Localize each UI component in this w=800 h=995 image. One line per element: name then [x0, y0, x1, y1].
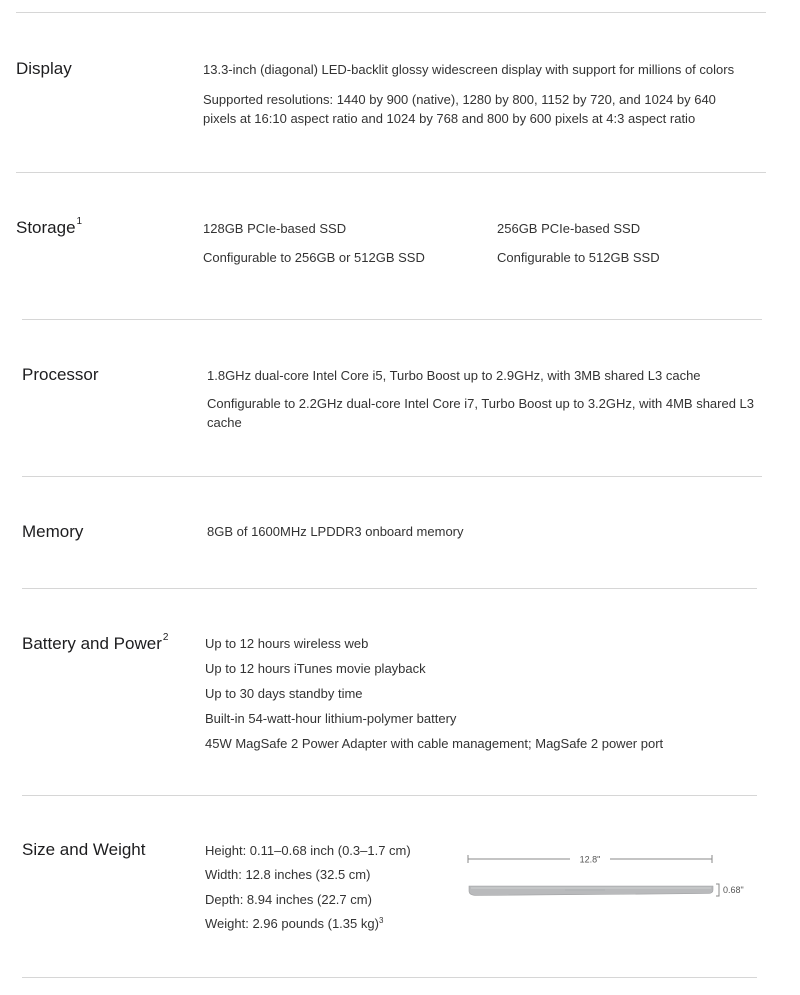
- spec-line: Height: 0.11–0.68 inch (0.3–1.7 cm): [205, 843, 411, 858]
- divider: [16, 12, 766, 13]
- spec-line: pixels at 16:10 aspect ratio and 1024 by 768 and 800 by 600 pixels at 4:3 aspect ratio: [203, 111, 696, 126]
- section-title-text: Storage: [16, 218, 76, 237]
- spec-line: Up to 12 hours iTunes movie playback: [205, 661, 426, 676]
- spec-line: Configurable to 2.2GHz dual-core Intel Core i7, Turbo Boost up to 3.2GHz, with 4MB shared L3: [207, 396, 755, 411]
- section-title-text: Battery and Power: [22, 634, 162, 653]
- spec-line: 256GB PCIe-based SSD: [497, 221, 641, 236]
- section-title-display: [16, 59, 72, 79]
- spec-line-text: Weight: 2.96 pounds (1.35 kg): [205, 916, 379, 931]
- divider: [22, 319, 762, 320]
- spec-line: Up to 12 hours wireless web: [205, 636, 369, 651]
- footnote-marker: 3: [378, 916, 384, 925]
- spec-line: Configurable to 512GB SSD: [497, 250, 660, 265]
- footnote-marker: 1: [76, 216, 83, 227]
- section-title-storage: [16, 218, 82, 238]
- spec-line: 8GB of 1600MHz LPDDR3 onboard memory: [207, 524, 464, 539]
- divider: [22, 795, 757, 796]
- laptop-side-view-diagram: [465, 850, 765, 910]
- divider: [16, 172, 766, 173]
- spec-line-weight: [205, 914, 383, 934]
- section-title-text: Processor: [22, 365, 99, 384]
- laptop-dimension-figure: [465, 850, 765, 910]
- spec-line: Configurable to 256GB or 512GB SSD: [203, 250, 425, 265]
- section-title-text: Memory: [22, 522, 84, 541]
- section-title-text: Display: [16, 59, 72, 78]
- section-title-text: Size and Weight: [22, 840, 146, 859]
- section-title-size-weight: [22, 840, 145, 860]
- height-dimension-bracket: [716, 884, 719, 896]
- spec-line: 1.8GHz dual-core Intel Core i5, Turbo Boost up to 2.9GHz, with 3MB shared L3 cache: [207, 368, 701, 383]
- spec-line: Depth: 8.94 inches (22.7 cm): [205, 892, 372, 907]
- spec-line: Width: 12.8 inches (32.5 cm): [205, 867, 371, 882]
- spec-line: cache: [207, 415, 242, 430]
- spec-line: Built-in 54-watt-hour lithium-polymer battery: [205, 711, 457, 726]
- spec-line: Supported resolutions: 1440 by 900 (native), 1280 by 800, 1152 by 720, and 1024 by 640: [203, 92, 716, 107]
- spec-line: 45W MagSafe 2 Power Adapter with cable management; MagSafe 2 power port: [205, 736, 664, 751]
- section-title-battery: [22, 634, 168, 654]
- footnote-marker: 2: [162, 632, 169, 643]
- spec-line: 13.3-inch (diagonal) LED-backlit glossy widescreen display with support for millions of colors: [203, 62, 735, 77]
- divider: [22, 476, 762, 477]
- spec-line: 128GB PCIe-based SSD: [203, 221, 347, 236]
- divider: [22, 588, 757, 589]
- height-dimension-label: 0.68": [723, 885, 744, 895]
- laptop-body: [469, 886, 713, 896]
- spec-line: Up to 30 days standby time: [205, 686, 363, 701]
- section-title-memory: [22, 522, 83, 542]
- width-dimension-label: 12.8": [579, 854, 601, 865]
- section-title-processor: [22, 365, 99, 385]
- divider: [22, 977, 757, 978]
